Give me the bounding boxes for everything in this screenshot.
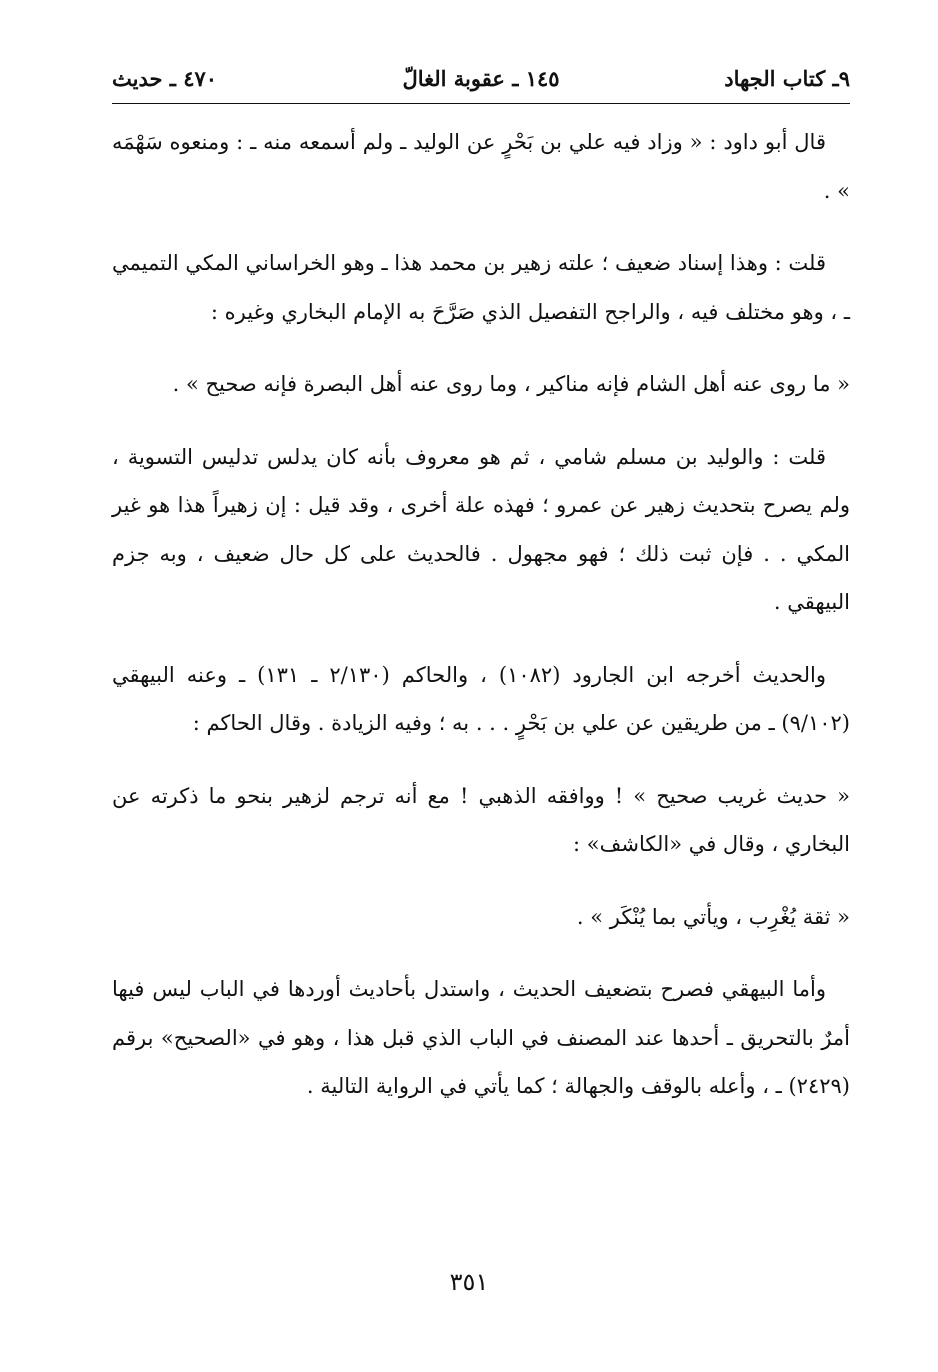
quote-kashif: « ثقة يُغْرِب ، ويأتي بما يُنْكَر » . (576, 904, 850, 929)
paragraph-isnad-weak: قلت : وهذا إسناد ضعيف ؛ علته زهير بن محمد هذا ـ وهو الخراساني المكي التميمي ـ ، وهو مختلف فيه ، والراجح التفصيل الذي صَرَّحَ به الإمام البخاري وغيره : (112, 251, 850, 324)
quote-hakim: « حديث غريب صحيح » ! ووافقه الذهبي ! مع أنه ترجم لزهير بنحو ما ذكرته عن البخاري ، وقال في «الكاشف» : (112, 783, 850, 856)
header-chapter: ٩ـ كتاب الجهاد (724, 66, 850, 91)
main-text (112, 118, 850, 1135)
paragraph-bayhaqi: وأما البيهقي فصرح بتضعيف الحديث ، واستدل بأحاديث أوردها في الباب ليس فيها أمرٌ بالتحريق ـ أحدها عند المصنف في الباب الذي قبل هذا ، وهو في «الصحيح» برقم (٢٤٢٩) ـ ، وأعله بالوقف والجهالة ؛ كما يأتي في الرواية التالية . (112, 977, 850, 1098)
paragraph-takhrij: والحديث أخرجه ابن الجارود (١٠٨٢) ، والحاكم (٢/١٣٠ ـ ١٣١) ـ وعنه البيهقي (٩/١٠٢) ـ من طريقين عن علي بن بَحْرٍ . . . به ؛ وفيه الزيادة . وقال الحاكم : (112, 662, 850, 735)
page-number: ٣٥١ (449, 1268, 489, 1296)
header-section: ١٤٥ ـ عقوبة الغالّ (402, 66, 560, 91)
quote-bukhari: « ما روى عنه أهل الشام فإنه مناكير ، وما روى عنه أهل البصرة فإنه صحيح » . (172, 372, 850, 396)
header-rule (112, 103, 850, 104)
running-header (112, 58, 850, 102)
header-hadith-number: ٤٧٠ ـ حديث (112, 66, 218, 91)
paragraph-walid: قلت : والوليد بن مسلم شامي ، ثم هو معروف بأنه كان يدلس تدليس التسوية ، ولم يصرح بتحديث زهير عن عمرو ؛ فهذه علة أخرى ، وقد قيل : إن زهيراً هذا هو غير المكي . . فإن ثبت ذلك ؛ فهو مجهول . فالحديث على كل حال ضعيف ، وبه جزم البيهقي . (112, 444, 850, 614)
paragraph-abu-dawud: قال أبو داود : « وزاد فيه علي بن بَحْرٍ عن الوليد ـ ولم أسمعه منه ـ : ومنعوه سَهْمَه » . (112, 130, 850, 203)
